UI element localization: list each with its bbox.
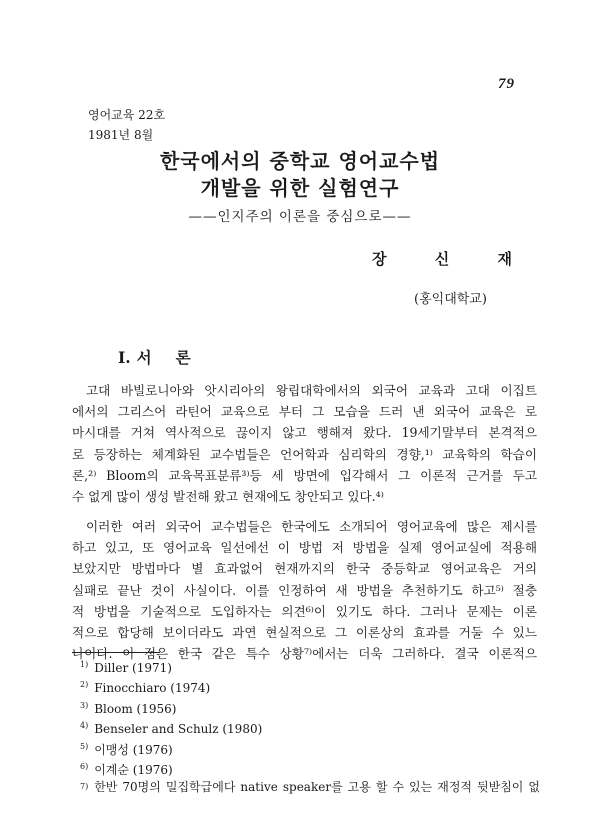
author-affiliation: (홍익대학교) [414,292,487,307]
footnote [80,655,540,675]
footnote-mark: 3) [80,700,89,710]
footnote [80,737,540,757]
footnote [80,716,540,736]
section-heading [118,346,191,368]
body-line: 고대 바빌로니아와 앗시리아의 왕립대학에서의 외국어 교육과 고대 이집트 [86,383,537,398]
footnote [80,757,540,777]
author-char: 장 [372,250,387,268]
title-line-2: 개발을 위한 실험연구 [200,176,400,200]
title-line-1: 한국에서의 중학교 영어교수법 [159,149,441,173]
subtitle: ——인지주의 이론을 중심으로—— [188,209,412,225]
footnote-text: Finocchiaro (1974) [94,681,211,696]
body-line: 실패로 끝난 것이 사실이다. 이를 인정하여 새 방법을 추천하기도 하고⁵⁾ 절충 [72,582,537,598]
footnote-text: Diller (1971) [94,661,172,675]
footnote [80,675,540,695]
footnote-text: 한반 70명의 밀집학급에다 native speaker를 고용 할 수 있는 재정적 뒷받침이 없 [94,780,540,795]
body-line: 론,²⁾ Bloom의 교육목표분류³⁾등 세 방면에 입각해서 그 이론적 근거를 두고 [72,467,537,483]
footnote-text: Bloom (1956) [94,701,177,716]
footnote-text: 이맹성 (1976) [94,742,173,757]
body-line: 에서의 그리스어 라틴어 교육으로 부터 그 모습을 드러 낸 외국어 교육은 로 [72,404,537,420]
paragraph-1 [72,380,537,507]
body-line: 보았지만 방법마다 별 효과없어 현재까지의 한국 중등학교 영어교육은 거의 [72,561,537,577]
section-number: I. [118,348,131,367]
body-line: 나이다. 이 점은 한국 같은 특수 상황⁷⁾에서는 더욱 그러하다. 결국 이론적으 [72,646,537,662]
section-title-char: 서 [136,348,152,367]
body-line: 적 방법을 기술적으로 도입하자는 의견⁶⁾이 있기도 하다. 그러나 문제는 이론 [72,603,537,619]
footnote-mark: 5) [80,741,89,751]
footnote-divider [72,652,160,653]
author-char: 재 [497,250,512,268]
footnotes [80,655,540,798]
footnote [80,696,540,716]
footnote-text: 이계순 (1976) [94,762,173,777]
footnote-mark: 7) [80,782,89,792]
page-number: 79 [498,76,515,92]
body-line: 로 등장하는 체계화된 교수법들은 언어학과 심리학의 경향,¹⁾ 교육학의 학습이 [72,446,537,462]
body-line: 하고 있고, 또 영어교육 일선에선 이 방법 저 방법을 실제 영어교실에 적용해 [72,540,537,556]
section-title-char: 론 [175,348,191,367]
body-line: 마시대를 거쳐 역사적으로 끊이지 않고 행해져 왔다. 19세기말부터 본격적으 [72,425,537,441]
journal-name: 영어교육 22호 [88,108,166,122]
footnote-text: Benseler and Schulz (1980) [94,722,263,737]
body-line: 수 없게 많이 생성 발전해 왔고 현재에도 창안되고 있다.⁴⁾ [72,488,384,504]
author-char: 신 [434,250,450,268]
body-line: 이러한 여러 외국어 교수법들은 한국에도 소개되어 영어교육에 많은 제시를 [86,519,537,534]
footnote-mark: 2) [80,680,89,690]
paragraph-2 [72,516,537,664]
footnote [80,777,540,797]
journal-date: 1981년 8월 [88,128,154,142]
footnote-mark: 1) [80,660,89,669]
author-name [372,248,512,269]
body-line: 적으로 합당해 보이더라도 과연 현실적으로 그 이론상의 효과를 거둘 수 있느 [72,624,537,640]
footnote-mark: 6) [80,761,89,771]
footnote-mark: 4) [80,721,89,731]
